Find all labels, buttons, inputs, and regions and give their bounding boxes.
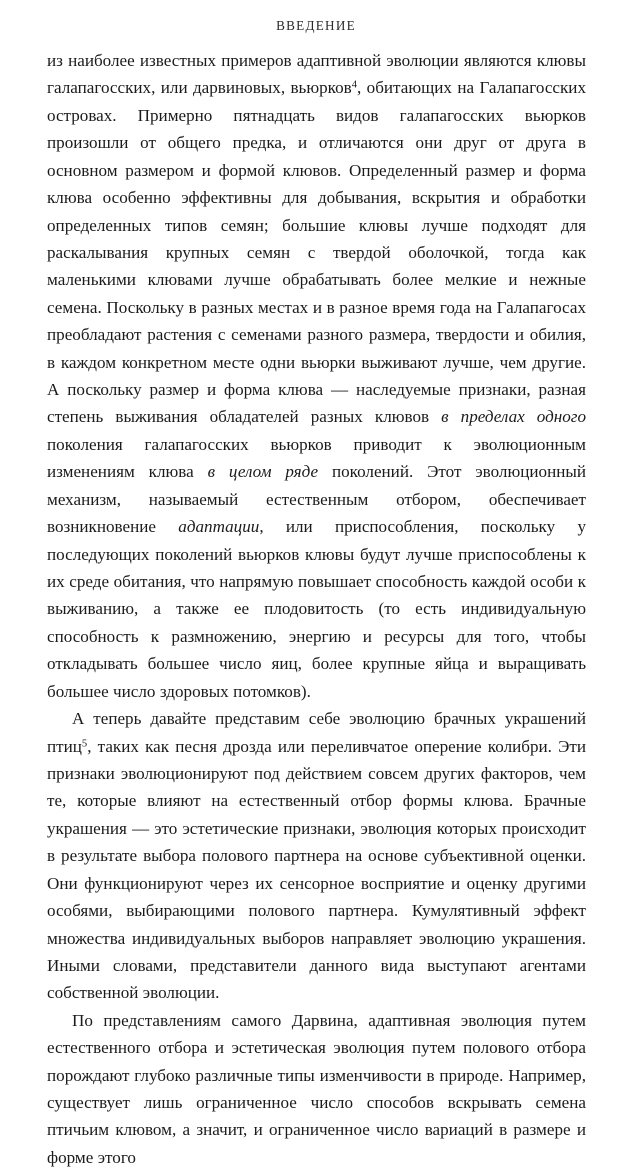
footnote-marker: 4	[351, 79, 358, 91]
paragraph: По представлениям самого Дарвина, адаптивная эволюция путем естественного отбора и эстетическая эволюция путем полового отбора порождают глубоко различные типы изменчивости в природе. Например, существует лишь ограниченное число способов вскрывать семена птичьим клювом, а значит, и ограниченное число вариаций в размере и форме этого	[47, 1010, 586, 1167]
emphasis-text: в пределах одного	[441, 407, 587, 427]
paragraph: из наиболее известных примеров адаптивной эволюции являются клювы галапагосских, или дарвиновых, вьюрков$^4$, обитающих на Галапагосских островах. Примерно пятнадцать видов галапагосских вьюрков произошли от общего предка, и отличаются они друг от друга в основном размером и формой клювов. Определенный размер и форма клюва особенно эффективны для добывания, вскрытия и обработки определенных типов семян; большие клювы лучше подходят для раскалывания крупных семян с твердой оболочкой, тогда как маленькими клювами лучше обрабатывать более мелкие и нежные семена. Поскольку в разных местах и в разное время года на Галапагосах преобладают растения с семенами разного размера, твердости и обилия, в каждом конкретном месте одни вьюрки выживают лучше, чем другие. А поскольку размер и форма клюва — наследуемые признаки, разная степень выживания обладателей разных клювов в пределах одного поколения галапагосских вьюрков приводит к эволюционным изменениям клюва в целом ряде поколений. Этот эволюционный механизм, называемый естественным отбором, обеспечивает возникновение адаптации, или приспособления, поскольку у последующих поколений вьюрков клювы будут лучше приспособлены к их среде обитания, что напрямую повышает способность каждой особи к выживанию, а также ее плодовитость (то есть индивидуальную способность к размножению, энергию и ресурсы для того, чтобы откладывать большее число яиц, более крупные яйца и выращивать большее число здоровых потомков).	[47, 51, 587, 701]
body-text-block	[47, 47, 586, 1171]
emphasis-text: адаптации	[178, 517, 260, 537]
emphasis-text: в целом ряде	[207, 462, 319, 482]
footnote-marker: 5	[81, 738, 88, 750]
running-head: ВВЕДЕНИЕ	[276, 18, 356, 33]
paragraph: А теперь давайте представим себе эволюцию брачных украшений птиц$^5$, таких как песня дрозда или переливчатое оперение колибри. Эти признаки эволюционируют под действием совсем других факторов, чем те, которые влияют на естественный отбор формы клюва. Брачные украшения — это эстетические признаки, эволюция которых происходит в результате выбора полового партнера на основе субъективной оценки. Они функционируют через их сенсорное восприятие и оценку другими особями, выбирающими полового партнера. Кумулятивный эффект множества индивидуальных выборов направляет эволюцию украшения. Иными словами, представители данного вида выступают агентами собственной эволюции.	[47, 709, 586, 1003]
